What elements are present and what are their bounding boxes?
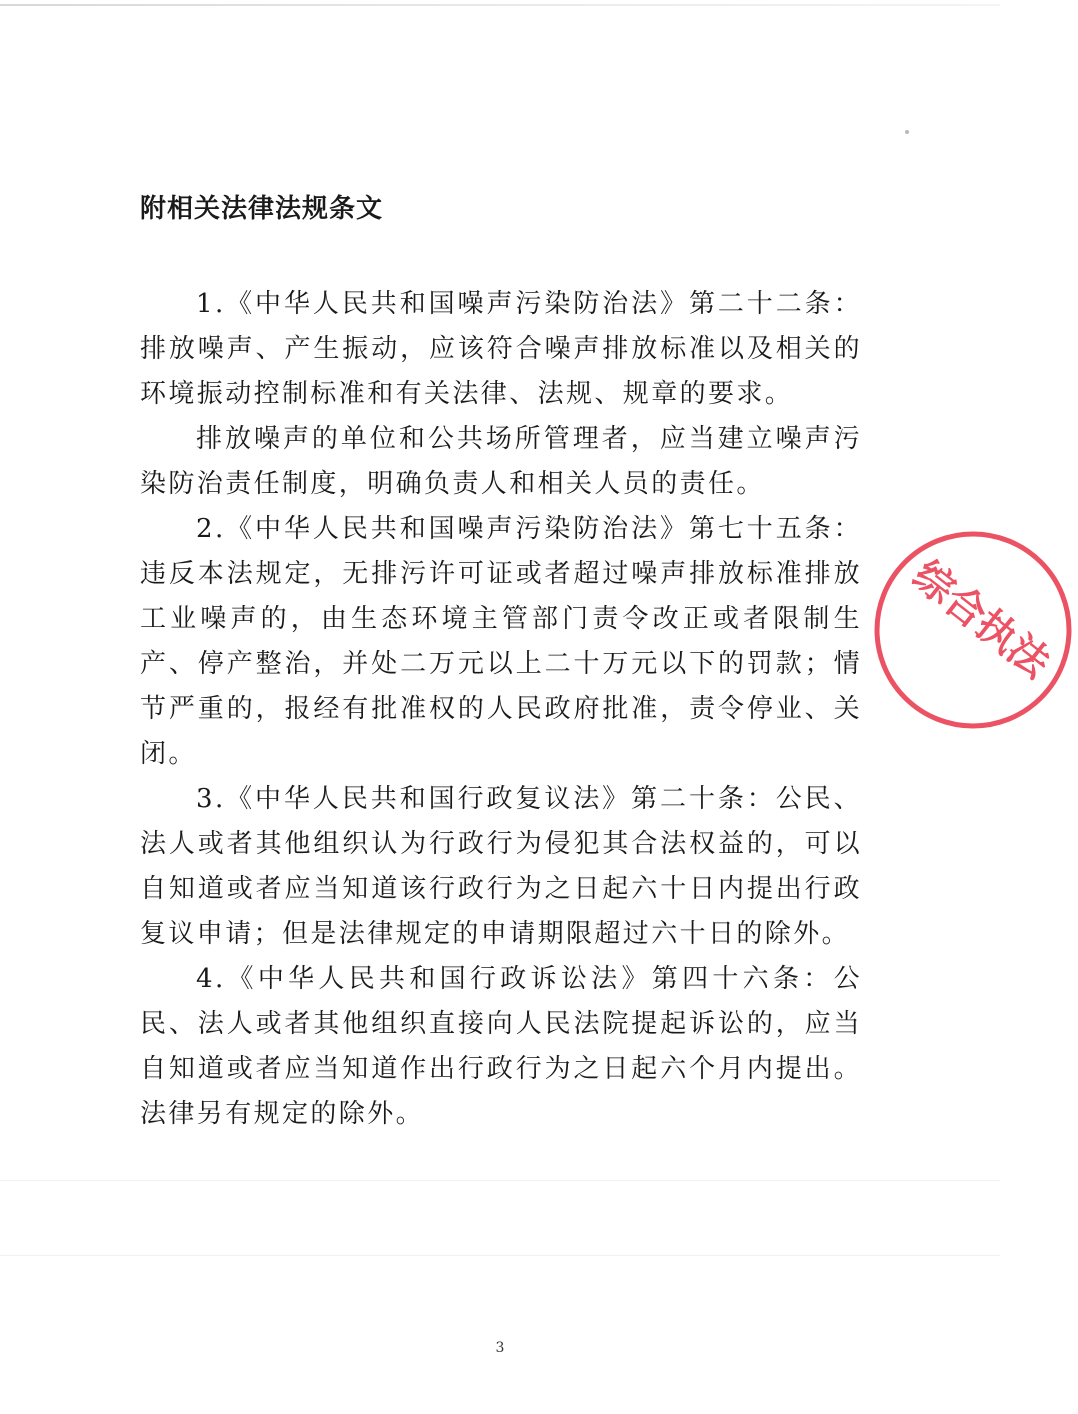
official-seal-stamp [868,525,1078,735]
scan-artifact-line [0,1255,1000,1256]
document-body [140,282,862,1137]
paragraph-review-law-20: 3.《中华人民共和国行政复议法》第二十条：公民、法人或者其他组织认为行政行为侵犯其合法权益的，可以自知道或者应当知道该行政行为之日起六十日内提出行政复议申请；但是法律规定的申请期限超过六十日的除外。 [140,784,862,949]
page-number: 3 [495,1340,505,1356]
paragraph-article-22-cont: 排放噪声的单位和公共场所管理者，应当建立噪声污染防治责任制度，明确负责人和相关人员的责任。 [140,424,862,499]
paragraph-litigation-law-46: 4.《中华人民共和国行政诉讼法》第四十六条：公民、法人或者其他组织直接向人民法院提起诉讼的，应当自知道或者应当知道作出行政行为之日起六个月内提出。法律另有规定的除外。 [140,964,862,1129]
paragraph-article-22: 1.《中华人民共和国噪声污染防治法》第二十二条：排放噪声、产生振动，应该符合噪声排放标准以及相关的环境振动控制标准和有关法律、法规、规章的要求。 [140,289,862,409]
seal-text: 综合执法 [903,552,1059,688]
paragraph-article-75: 2.《中华人民共和国噪声污染防治法》第七十五条：违反本法规定，无排污许可证或者超过噪声排放标准排放工业噪声的，由生态环境主管部门责令改正或者限制生产、停产整治，并处二万元以上二十万元以下的罚款；情节严重的，报经有批准权的人民政府批准，责令停业、关闭。 [140,514,862,769]
scan-speck [905,130,909,134]
seal-ring [877,534,1069,726]
scan-artifact-line [0,1180,1000,1181]
document-heading: 附相关法律法规条文 [140,194,384,224]
scan-edge-top [0,4,1000,6]
